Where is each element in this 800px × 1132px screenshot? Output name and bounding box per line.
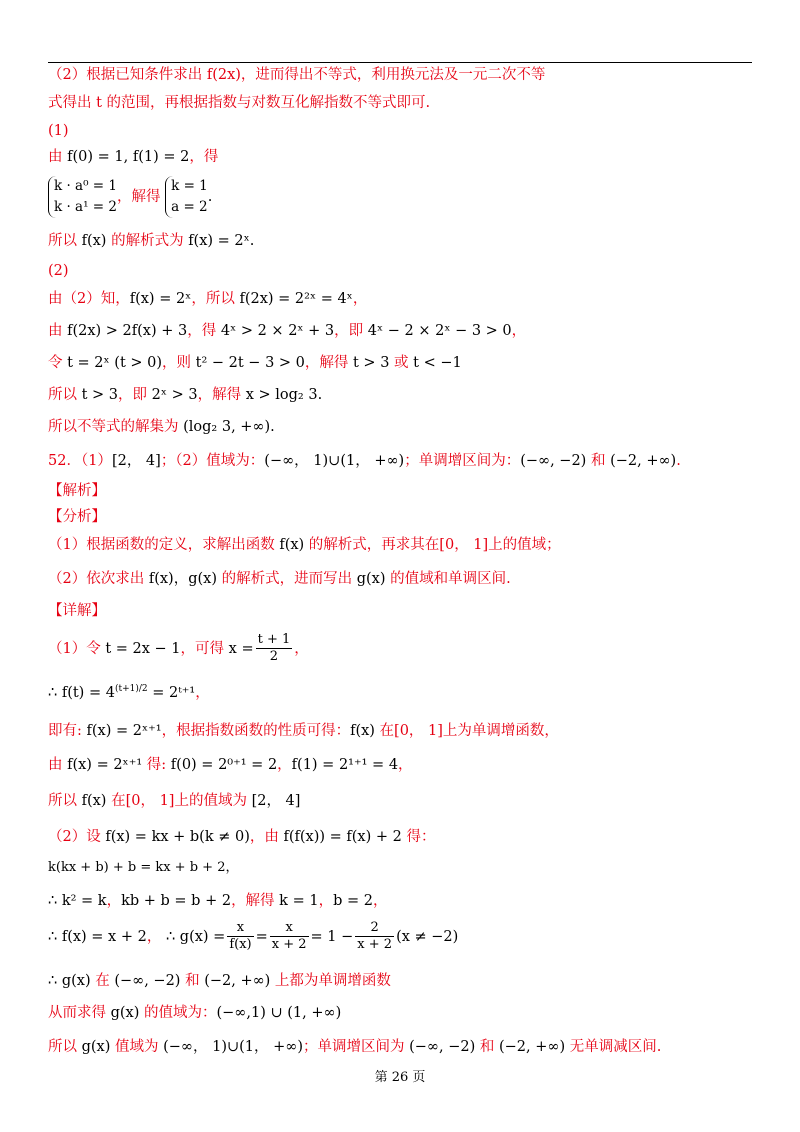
fraction: $\frac{2}{x + 2}$ bbox=[357, 920, 393, 953]
text-line: 由（2）知，f(x) = 2ˣ，所以 f(2x) = 2²ˣ = 4ˣ， bbox=[48, 291, 368, 307]
text-line: （2）根据已知条件求出 f(2x)，进而得出不等式，利用换元法及一元二次不等 bbox=[48, 67, 546, 83]
text-line: （2）依次求出 f(x)，g(x) 的解析式，进而写出 g(x) 的值域和单调区间. bbox=[48, 571, 511, 587]
text-line: 由 f(0) = 1, f(1) = 2，得 bbox=[48, 149, 219, 165]
text-line: 由 f(2x) > 2f(x) + 3，得 4ˣ > 2 × 2ˣ + 3，即 4ˣ − 2 × 2ˣ − 3 > 0， bbox=[48, 323, 527, 339]
section-heading-analysis: 【解析】 bbox=[48, 483, 106, 499]
text-line: ∴ $f(t) = 4^{(t+1)/2}$ = 2ᵗ⁺¹， bbox=[48, 684, 210, 701]
text-line: ∴ g(x) 在 (−∞, −2) 和 (−2, +∞) 上都为单调增函数 bbox=[48, 973, 391, 989]
text-line: （2）设 f(x) = kx + b(k ≠ 0)，由 f(f(x)) = f(x) + 2 得： bbox=[48, 829, 436, 845]
text-line: 即有: f(x) = 2ˣ⁺¹，根据指数函数的性质可得：f(x) 在[0， 1]上为单调增函数， bbox=[48, 723, 559, 739]
equation-system-solution: k = 1 a = 2 bbox=[165, 176, 208, 218]
text-line: 由 f(x) = 2ˣ⁺¹ 得: f(0) = 2⁰⁺¹ = 2，f(1) = 2¹⁺¹ = 4， bbox=[48, 757, 413, 773]
text-line: 所以 g(x) 值域为 (−∞， 1)∪(1， +∞)；单调增区间为 (−∞, −2) 和 (−2, +∞) 无单调减区间. bbox=[48, 1039, 662, 1055]
text-line: ∴ k² = k，kb + b = b + 2，解得 k = 1，b = 2， bbox=[48, 893, 388, 909]
text-line: 所以 f(x) 的解析式为 f(x) = 2ˣ. bbox=[48, 233, 255, 249]
fraction: $\frac{x}{x + 2}$ bbox=[271, 920, 307, 953]
text-line: 式得出 t 的范围，再根据指数与对数互化解指数不等式即可. bbox=[48, 95, 431, 111]
text-line: 所以 f(x) 在[0， 1]上的值域为 [2， 4] bbox=[48, 793, 301, 809]
section-heading-detail: 【详解】 bbox=[48, 603, 106, 619]
fraction: $\frac{t + 1}{2}$ bbox=[257, 632, 291, 665]
equation-system: k · a⁰ = 1 k · a¹ = 2 bbox=[48, 176, 117, 218]
answer-line: 52．（1）[2， 4]；（2）值域为：(−∞， 1)∪(1， +∞)；单调增区间为：(−∞, −2) 和 (−2, +∞). bbox=[48, 453, 681, 469]
section-heading-breakdown: 【分析】 bbox=[48, 509, 106, 525]
part-label: (1) bbox=[48, 123, 69, 139]
text-line: ∴ f(x) = x + 2， ∴ g(x) = $\frac{x}{f(x)}$ = $\frac{x}{x + 2}$ = 1 − $\frac{2}{x + 2}$ (x ≠ −2) bbox=[48, 920, 459, 953]
text-line: k(kx + b) + b = kx + b + 2， bbox=[48, 860, 239, 875]
part-label: (2) bbox=[48, 263, 69, 279]
text-line: 令 t = 2ˣ (t > 0)，则 t² − 2t − 3 > 0，解得 t > 3 或 t < −1 bbox=[48, 355, 462, 371]
equation-system-line: k · a⁰ = 1 k · a¹ = 2，解得 k = 1 a = 2. bbox=[48, 176, 212, 218]
text-line: 所以 t > 3，即 2ˣ > 3，解得 x > log₂ 3. bbox=[48, 387, 323, 403]
text-line: （1）令 t = 2x − 1，可得 x = $\frac{t + 1}{2}$ ， bbox=[48, 632, 309, 665]
text-line: 所以不等式的解集为 (log₂ 3, +∞). bbox=[48, 419, 275, 435]
text-line: （1）根据函数的定义，求解出函数 f(x) 的解析式，再求其在[0， 1]上的值域； bbox=[48, 537, 561, 553]
header-rule bbox=[48, 62, 752, 63]
text-line: 从而求得 g(x) 的值域为：(−∞,1) ∪ (1, +∞) bbox=[48, 1005, 342, 1021]
fraction: $\frac{x}{f(x)}$ bbox=[229, 920, 252, 953]
page-number: 第 26 页 bbox=[374, 1070, 426, 1085]
